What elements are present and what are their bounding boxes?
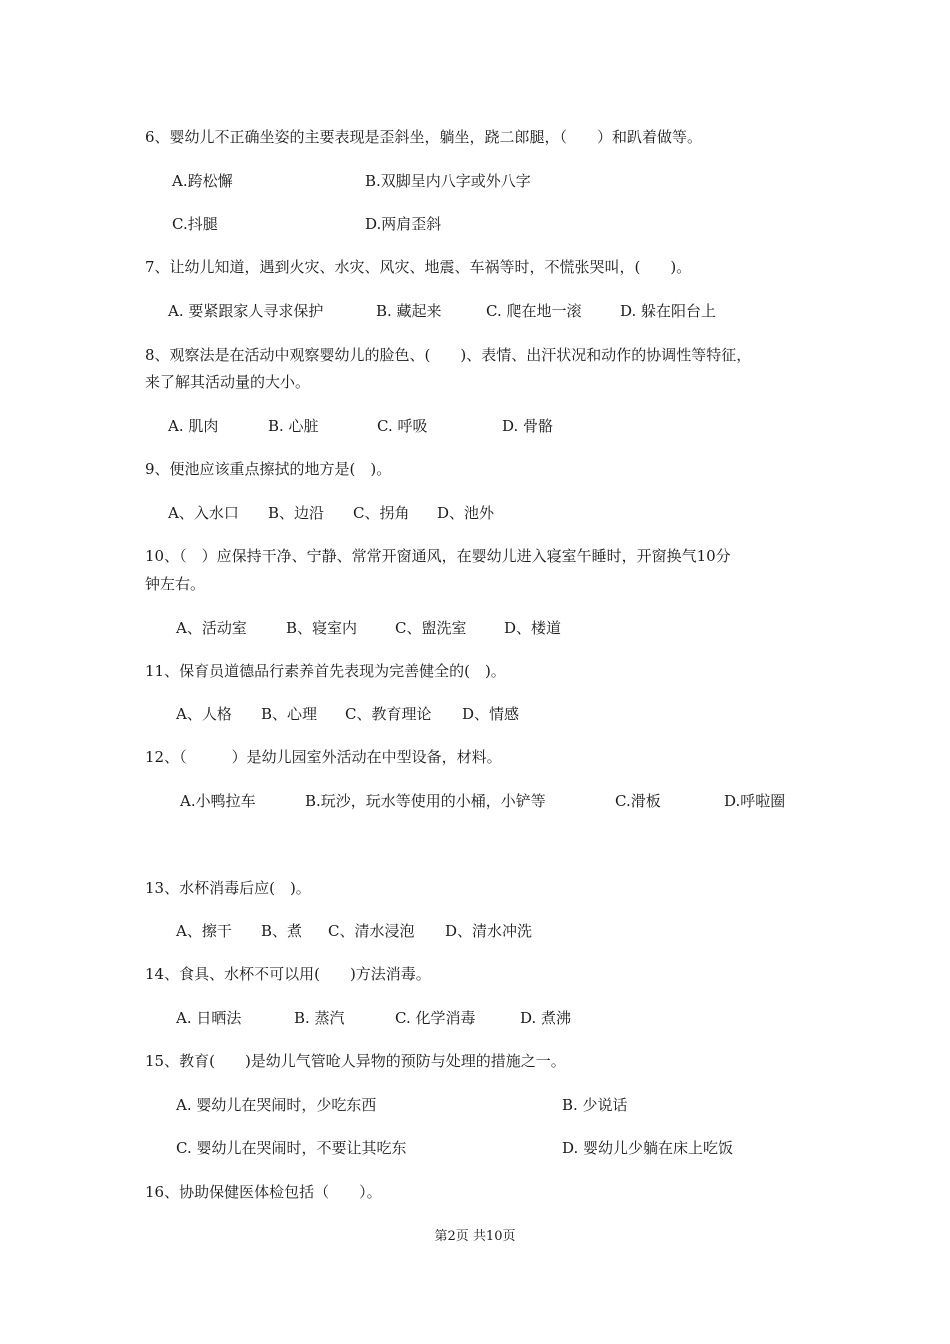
q13-option-a: A、擦干 (176, 922, 232, 940)
q12-option-a: A.小鸭拉车 (180, 792, 256, 810)
question-8-continued: 来了解其活动量的大小。 (145, 373, 311, 391)
question-12: 12、（ ）是幼儿园室外活动在中型设备，材料。 (145, 748, 502, 766)
q11-option-b: B、心理 (261, 705, 318, 723)
q8-option-a: A. 肌肉 (168, 417, 219, 435)
q13-option-c: C、清水浸泡 (328, 922, 415, 940)
q15-option-d: D. 婴幼儿少躺在床上吃饭 (562, 1139, 734, 1157)
q7-option-b: B. 藏起来 (376, 302, 442, 320)
q13-option-b: B、煮 (261, 922, 303, 940)
q7-option-c: C. 爬在地一滚 (486, 302, 582, 320)
q8-option-c: C. 呼吸 (377, 417, 428, 435)
page-number: 第2页 共10页 (434, 1229, 516, 1244)
question-8: 8、观察法是在活动中观察婴幼儿的脸色、( )、表情、出汗状况和动作的协调性等特征， (145, 346, 752, 364)
q10-option-a: A、活动室 (176, 619, 247, 637)
question-15: 15、教育( )是幼儿气管呛人异物的预防与处理的措施之一。 (145, 1052, 566, 1070)
q14-option-c: C. 化学消毒 (395, 1009, 476, 1027)
question-11: 11、保育员道德品行素养首先表现为完善健全的( )。 (145, 662, 506, 680)
question-10-continued: 钟左右。 (145, 575, 206, 593)
question-6: 6、婴幼儿不正确坐姿的主要表现是歪斜坐，躺坐，跷二郎腿，（ ）和趴着做等。 (145, 128, 703, 146)
q11-option-a: A、人格 (176, 705, 232, 723)
q8-option-d: D. 骨骼 (502, 417, 554, 435)
q14-option-b: B. 蒸汽 (294, 1009, 345, 1027)
question-13: 13、水杯消毒后应( )。 (145, 879, 311, 897)
question-9: 9、便池应该重点擦拭的地方是( )。 (145, 460, 392, 478)
q12-option-c: C.滑板 (615, 792, 661, 810)
question-14: 14、食具、水杯不可以用( )方法消毒。 (145, 965, 431, 983)
q6-option-a: A.跨松懈 (172, 172, 233, 190)
q9-option-a: A、入水口 (168, 504, 239, 522)
q12-option-d: D.呼啦圈 (724, 792, 786, 810)
question-7: 7、让幼儿知道，遇到火灾、水灾、风灾、地震、车祸等时，不慌张哭叫，( )。 (145, 258, 692, 276)
question-10: 10、（ ）应保持干净、宁静、常常开窗通风，在婴幼儿进入寝室午睡时，开窗换气10分 (145, 547, 731, 565)
q14-option-d: D. 煮沸 (520, 1009, 572, 1027)
q7-option-a: A. 要紧跟家人寻求保护 (168, 302, 324, 320)
q11-option-d: D、情感 (462, 705, 520, 723)
q10-option-d: D、楼道 (504, 619, 562, 637)
question-16: 16、协助保健医体检包括（ ）。 (145, 1183, 382, 1201)
q14-option-a: A. 日晒法 (176, 1009, 242, 1027)
q10-option-b: B、寝室内 (286, 619, 358, 637)
q13-option-d: D、清水冲洗 (445, 922, 533, 940)
q15-option-c: C. 婴幼儿在哭闹时，不要让其吃东 (176, 1139, 407, 1157)
q15-option-a: A. 婴幼儿在哭闹时，少吃东西 (176, 1096, 377, 1114)
q12-option-b: B.玩沙，玩水等使用的小桶，小铲等 (305, 792, 546, 810)
q6-option-d: D.两肩歪斜 (365, 215, 442, 233)
q6-option-b: B.双脚呈内八字或外八字 (365, 172, 531, 190)
q10-option-c: C、盥洗室 (395, 619, 467, 637)
q8-option-b: B. 心脏 (268, 417, 319, 435)
q9-option-b: B、边沿 (268, 504, 325, 522)
q9-option-d: D、池外 (437, 504, 495, 522)
q15-option-b: B. 少说话 (562, 1096, 628, 1114)
q9-option-c: C、拐角 (353, 504, 410, 522)
q6-option-c: C.抖腿 (172, 215, 218, 233)
q11-option-c: C、教育理论 (345, 705, 432, 723)
q7-option-d: D. 躲在阳台上 (620, 302, 717, 320)
